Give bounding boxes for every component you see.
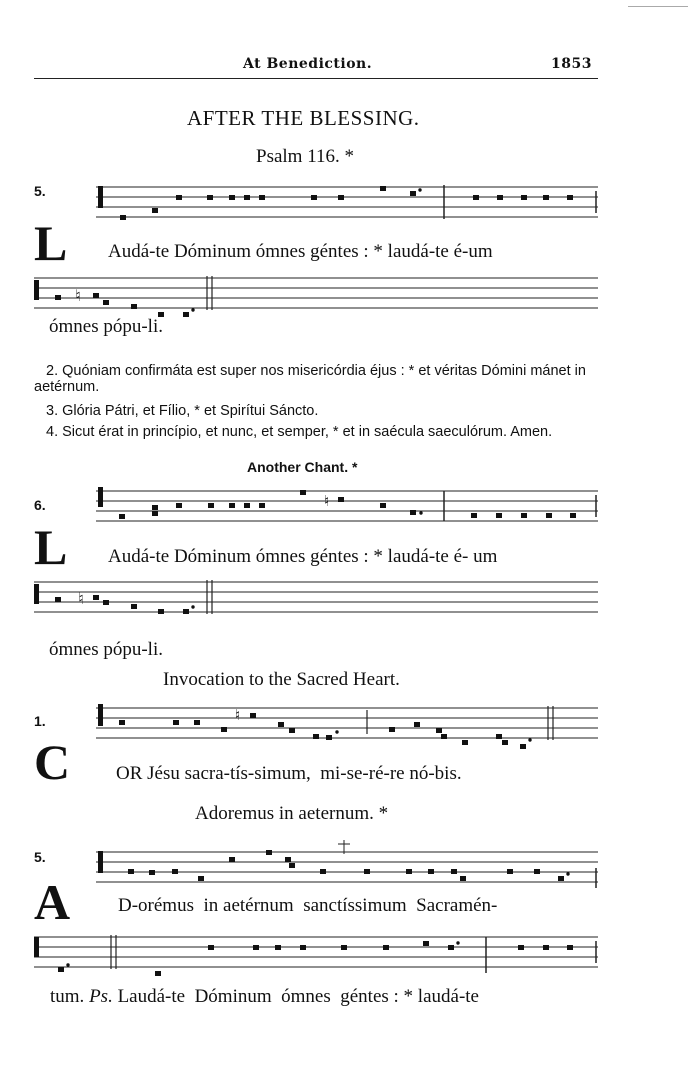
svg-text:♮: ♮ (235, 706, 241, 724)
running-title: At Benediction. (243, 56, 373, 72)
page-corner-mark (628, 0, 688, 7)
mode-number: 5. (34, 849, 46, 865)
chant-staff-1 (0, 183, 688, 233)
lyric-line: Audá-te Dóminum ómnes géntes : * laudá-te é-um (108, 241, 493, 262)
verse-2: 2. Quóniam confirmáta est super nos misericórdia éjus : * et véritas Dómini mánet in aetérnum. (34, 363, 586, 395)
svg-text:♮: ♮ (78, 589, 84, 608)
another-chant-title: Another Chant. * (247, 459, 358, 475)
chant-staff-7 (0, 933, 688, 983)
chant-staff-6 (0, 848, 688, 898)
svg-text:♮: ♮ (324, 492, 330, 510)
chant-staff-5 (0, 704, 688, 754)
svg-text:♮: ♮ (75, 286, 81, 305)
verse-4: 4. Sicut érat in princípio, et nunc, et semper, * et in saécula saeculórum. Amen. (46, 424, 553, 440)
lyric-line: Audá-te Dóminum ómnes géntes : * laudá-te é- um (108, 546, 498, 567)
psalm-abbreviation: Ps. (89, 986, 113, 1007)
invocation-title: Invocation to the Sacred Heart. (163, 669, 400, 690)
initial-letter: C (34, 734, 71, 790)
lyric-line: ómnes pópu-li. (49, 639, 163, 660)
mode-number: 1. (34, 713, 46, 729)
lyric-segment: Laudá-te Dóminum ómnes géntes : * laudá-te (112, 986, 479, 1007)
mode-number: 5. (34, 183, 46, 199)
initial-letter: A (34, 874, 71, 930)
chant-staff-3 (0, 487, 688, 537)
page-number: 1853 (551, 56, 592, 72)
lyric-line: D-orémus in aetérnum sanctíssimum Sacramén- (118, 895, 498, 916)
chant-staff-4 (0, 578, 688, 628)
initial-letter: L (34, 215, 68, 271)
lyric-line: ómnes pópu-li. (49, 316, 163, 337)
header-rule (34, 78, 598, 79)
lyric-segment: tum. (50, 986, 90, 1007)
adoremus-title: Adoremus in aeternum. * (195, 803, 389, 824)
lyric-line (50, 986, 479, 1008)
initial-letter: L (34, 519, 68, 575)
mode-number: 6. (34, 497, 46, 513)
lyric-line: OR Jésu sacra-tís-simum, mi-se-ré-re nó-bis. (116, 763, 462, 784)
psalm-title: Psalm 116. * (256, 146, 354, 167)
section-title: AFTER THE BLESSING. (187, 106, 420, 130)
verse-3: 3. Glória Pátri, et Fílio, * et Spirítui Sáncto. (46, 403, 319, 419)
